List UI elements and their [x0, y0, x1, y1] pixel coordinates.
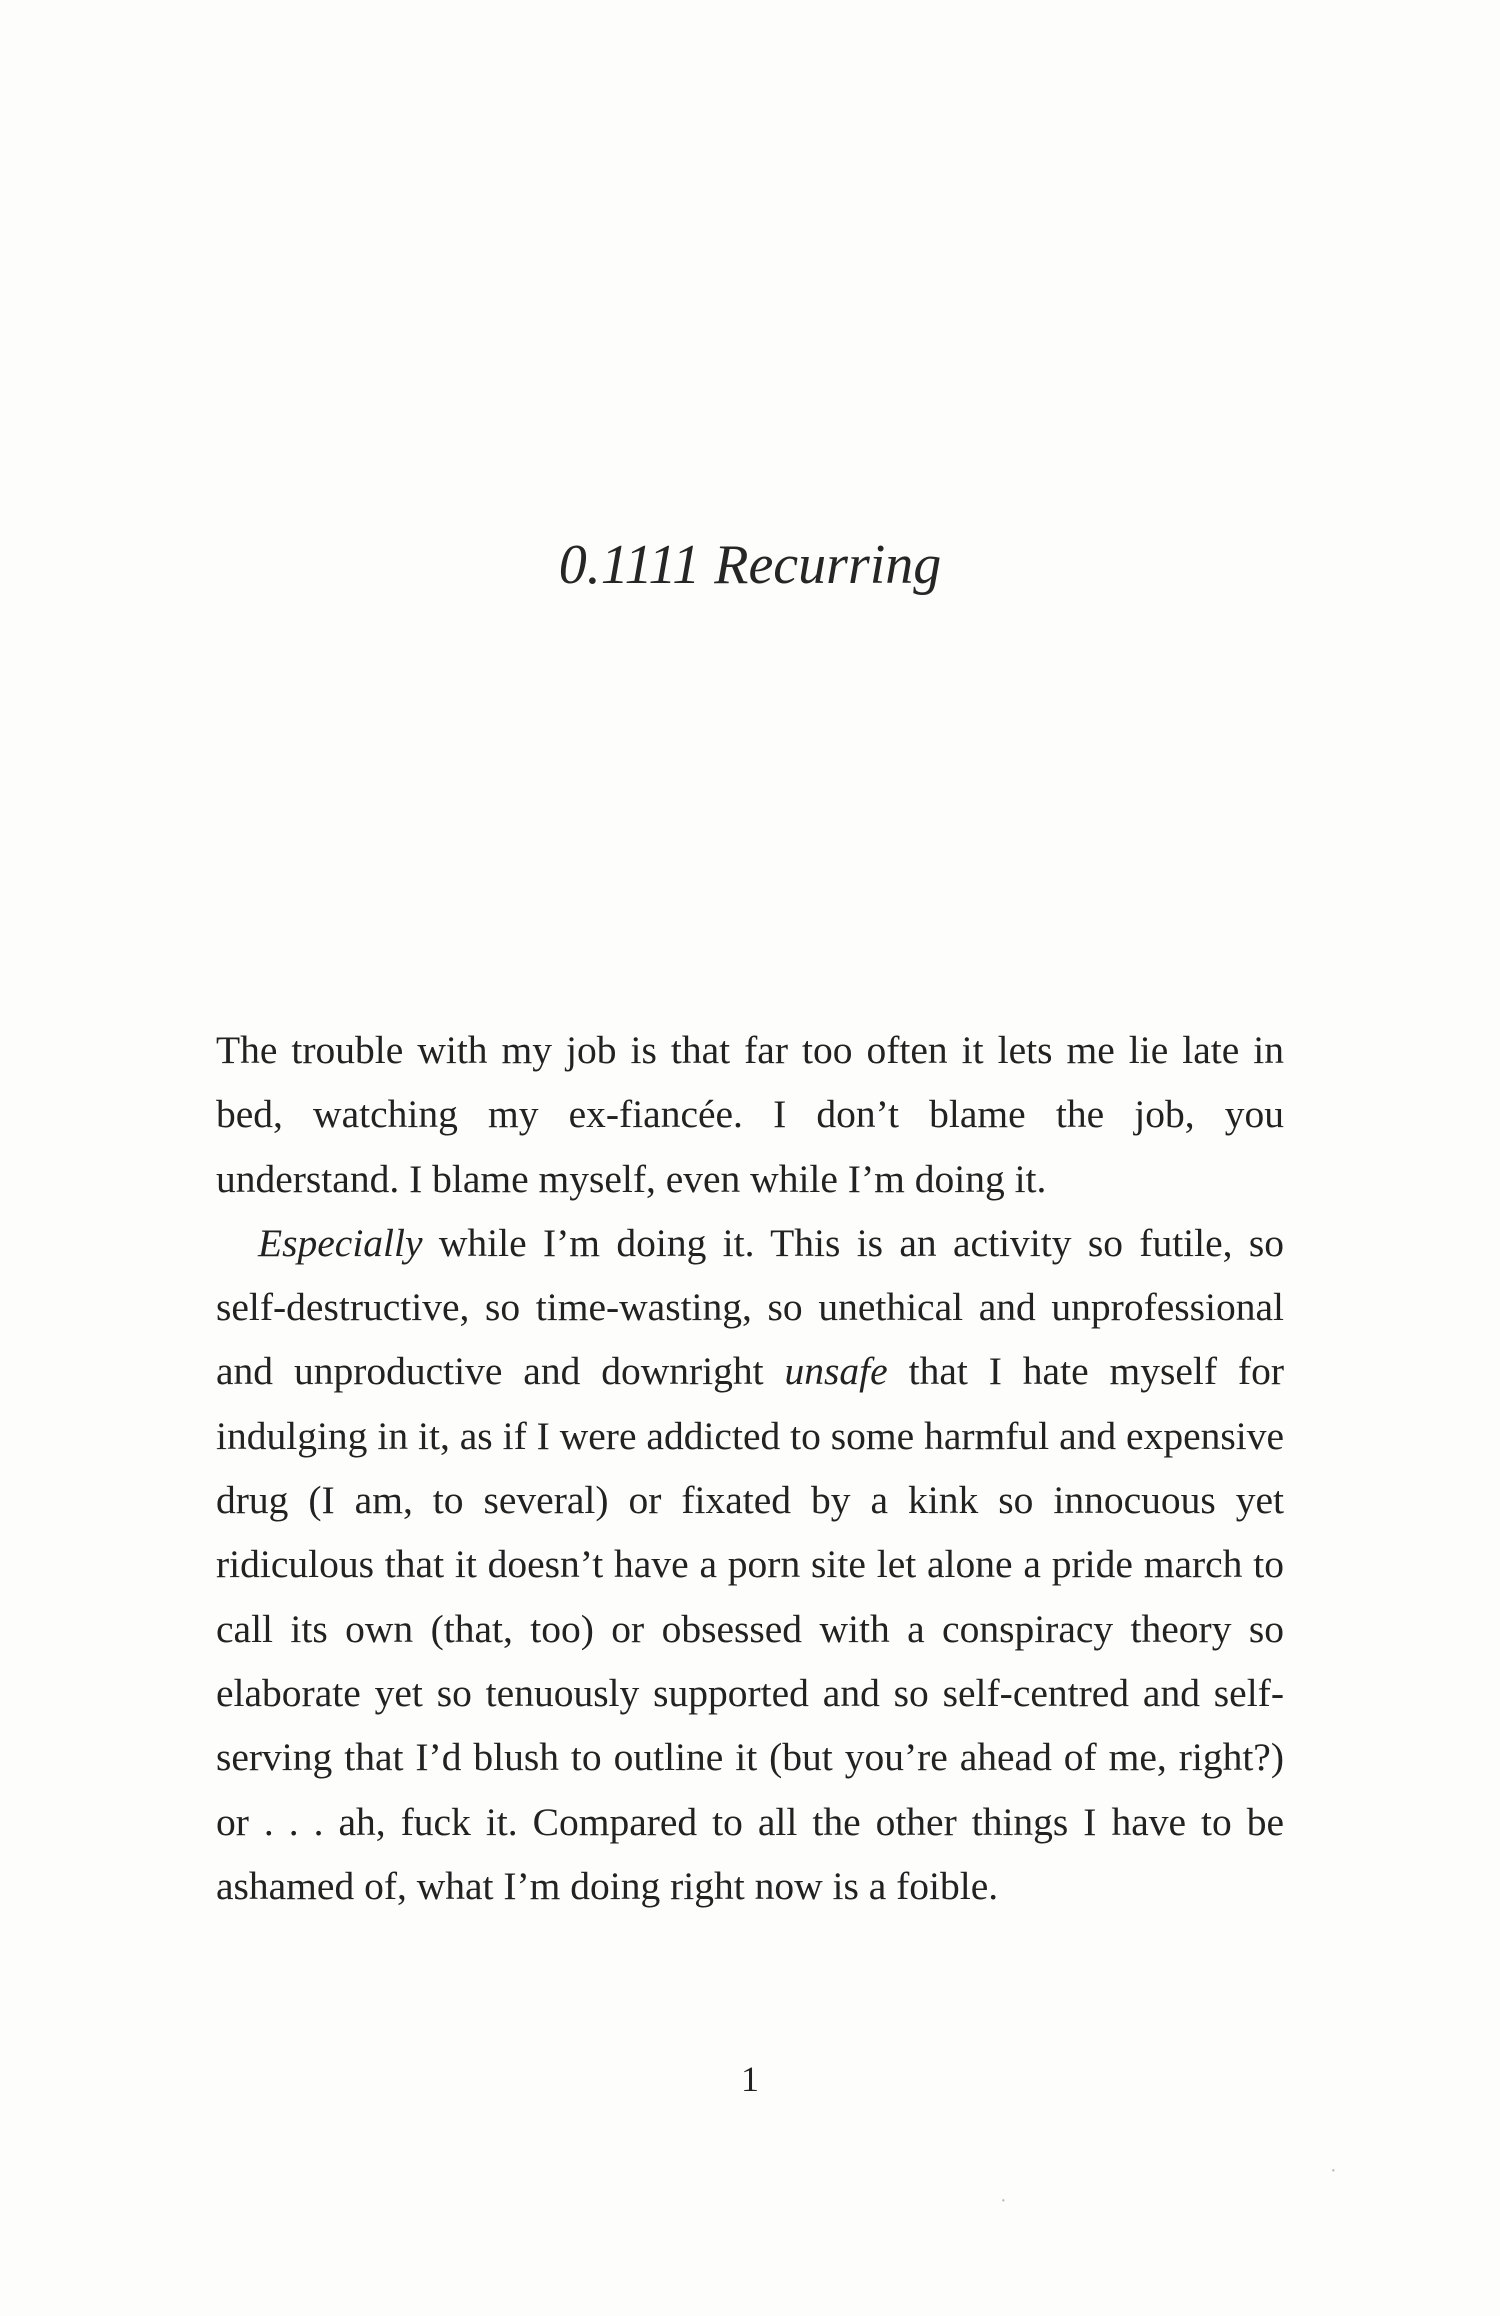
paper-speck: · [1330, 2160, 1337, 2182]
paragraph-1-text: The trouble with my job is that far too often it lets me lie late in bed, watching my ex-fiancée. I don’t blame the job, you understand. I blame myself, even while I’m doing it. [216, 1028, 1284, 1201]
paragraph-2 [216, 1211, 1284, 1918]
emphasis-unsafe: unsafe [784, 1349, 888, 1394]
paragraph-2-text-b: that I hate myself for indulging in it, as if I were addicted to some harmful and expensive drug (I am, to several) or fixated by a kink so innocuous yet ridiculous that it doesn’t have a porn site let alone a pride march to call its own (that, too) or obsessed with a conspiracy theory so elaborate yet so tenuously supported and so self-centred and self-serving that I’d blush to outline it (but you’re ahead of me, right?) or . . . ah, fuck it. Compared to all the other things I have to be ashamed of, what I’m doing right now is a foible. [216, 1349, 1284, 1908]
chapter-title: 0.1111 Recurring [558, 534, 942, 596]
paper-speck: · [1000, 2190, 1007, 2212]
paragraph-1 [216, 1018, 1284, 1211]
paragraph-2-text-a: while I’m doing it. This is an activity so futile, so self-destructive, so time-wasting, so unethical and unprofessional and unproductive and downright [216, 1220, 1284, 1394]
emphasis-especially: Especially [258, 1220, 423, 1265]
page-number: 1 [741, 2059, 759, 2099]
body-text [216, 1018, 1284, 1918]
